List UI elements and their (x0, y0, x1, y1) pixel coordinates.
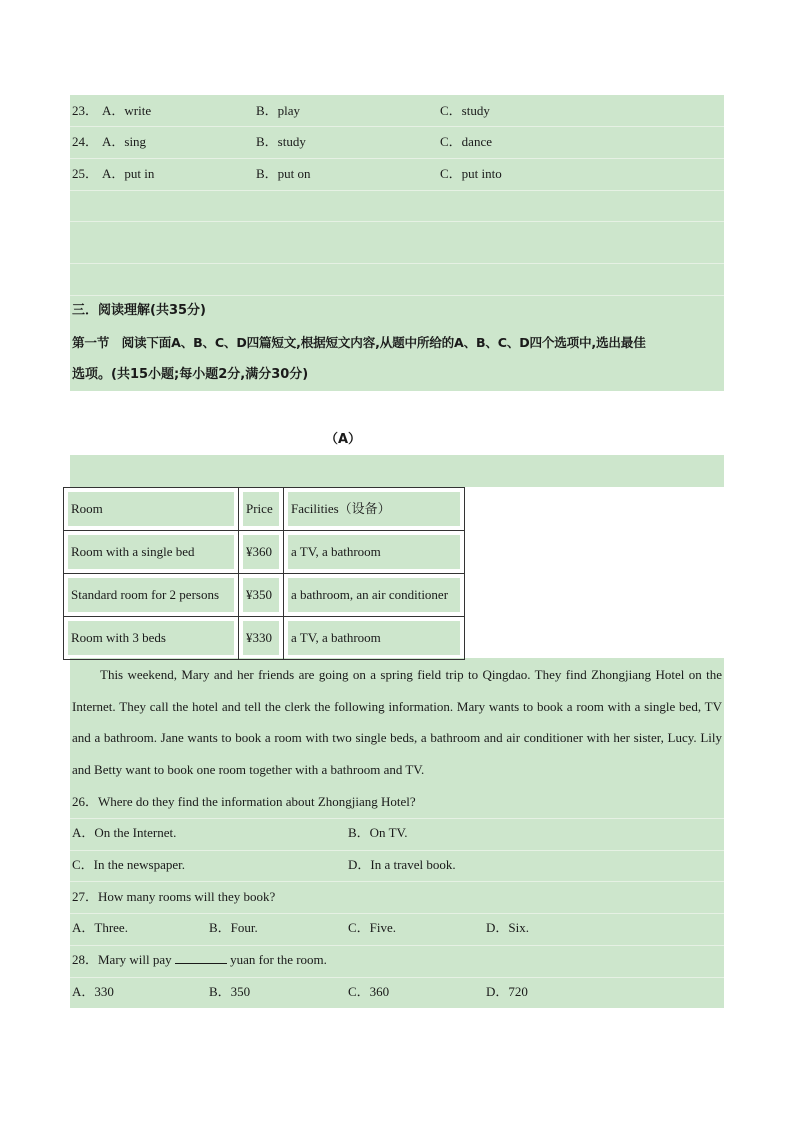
question-row-23 (72, 96, 722, 126)
instruction-line-1: 第一节 阅读下面A、B、C、D四篇短文,根据短文内容,从题中所给的A、B、C、D四个选项中,选出最佳 (72, 335, 646, 350)
option-c: C．360 (348, 984, 390, 999)
option-b: B．350 (209, 984, 251, 999)
table-top-band (70, 455, 724, 487)
option-c: C．In the newspaper. (72, 857, 186, 872)
price-cell: ¥360 (243, 535, 279, 569)
facilities-cell: a TV, a bathroom (288, 621, 460, 655)
hotel-room-table (63, 487, 465, 660)
option-d: D．In a travel book. (348, 857, 456, 872)
section-heading: 三．阅读理解(共35分) (72, 303, 206, 318)
question-26-options-row-1 (72, 818, 722, 848)
stem-before-blank: 28．Mary will pay (72, 952, 172, 967)
separator (70, 190, 724, 191)
option-a: A．On the Internet. (72, 825, 177, 840)
option-b: B．On TV. (348, 825, 408, 840)
question-row-24 (72, 127, 722, 157)
option-a: A．Three. (72, 920, 128, 935)
question-27-options (72, 913, 722, 943)
question-number: 24． (72, 134, 99, 149)
table-row (64, 531, 465, 574)
room-cell: Room with a single bed (68, 535, 234, 569)
option-a: A．330 (72, 984, 114, 999)
option-c: C．study (440, 103, 490, 118)
price-cell: ¥350 (243, 578, 279, 612)
table-row (64, 574, 465, 617)
separator (70, 221, 724, 222)
header-facilities: Facilities（设备） (288, 492, 460, 526)
instruction-line-2: 选项。(共15小题;每小题2分,满分30分) (72, 367, 309, 382)
facilities-cell: a TV, a bathroom (288, 535, 460, 569)
option-a: A．put in (102, 166, 155, 181)
stem-after-blank: yuan for the room. (230, 952, 327, 967)
question-26-options-row-2 (72, 850, 722, 880)
question-row-25 (72, 159, 722, 189)
reading-passage (72, 659, 722, 786)
price-cell: ¥330 (243, 621, 279, 655)
answer-blank (175, 951, 227, 964)
question-number: 23． (72, 103, 99, 118)
separator (70, 263, 724, 264)
passage-label: （A） (325, 432, 362, 447)
question-number: 25． (72, 166, 99, 181)
option-a: A．sing (102, 134, 147, 149)
table-header-row (64, 488, 465, 531)
option-b: B．Four. (209, 920, 258, 935)
facilities-cell: a bathroom, an air conditioner (288, 578, 460, 612)
passage-text: This weekend, Mary and her friends are going on a spring field trip to Qingdao. They find Zhongjiang Hotel on the Internet. They call the hotel and tell the clerk the following information. Mary wants to book a room with a single bed, TV and a bathroom. Jane wants to book a room with two single beds, a bathroom and air conditioner with her sister, Lucy. Lily and Betty want to book one room together with a bathroom and TV. (72, 667, 722, 778)
option-c: C．Five. (348, 920, 397, 935)
option-a: A．write (102, 103, 152, 118)
option-c: C．dance (440, 134, 492, 149)
question-28-stem (72, 945, 327, 975)
option-b: B．play (256, 103, 301, 118)
option-b: B．study (256, 134, 306, 149)
room-cell: Standard room for 2 persons (68, 578, 234, 612)
question-28-options (72, 977, 722, 1007)
header-price: Price (243, 492, 279, 526)
question-27-stem: 27．How many rooms will they book? (72, 889, 276, 904)
option-c: C．put into (440, 166, 502, 181)
option-d: D．Six. (486, 920, 529, 935)
option-b: B．put on (256, 166, 311, 181)
question-26-stem: 26．Where do they find the information about Zhongjiang Hotel? (72, 794, 416, 809)
header-room: Room (68, 492, 234, 526)
table-row (64, 617, 465, 660)
room-cell: Room with 3 beds (68, 621, 234, 655)
option-d: D．720 (486, 984, 528, 999)
